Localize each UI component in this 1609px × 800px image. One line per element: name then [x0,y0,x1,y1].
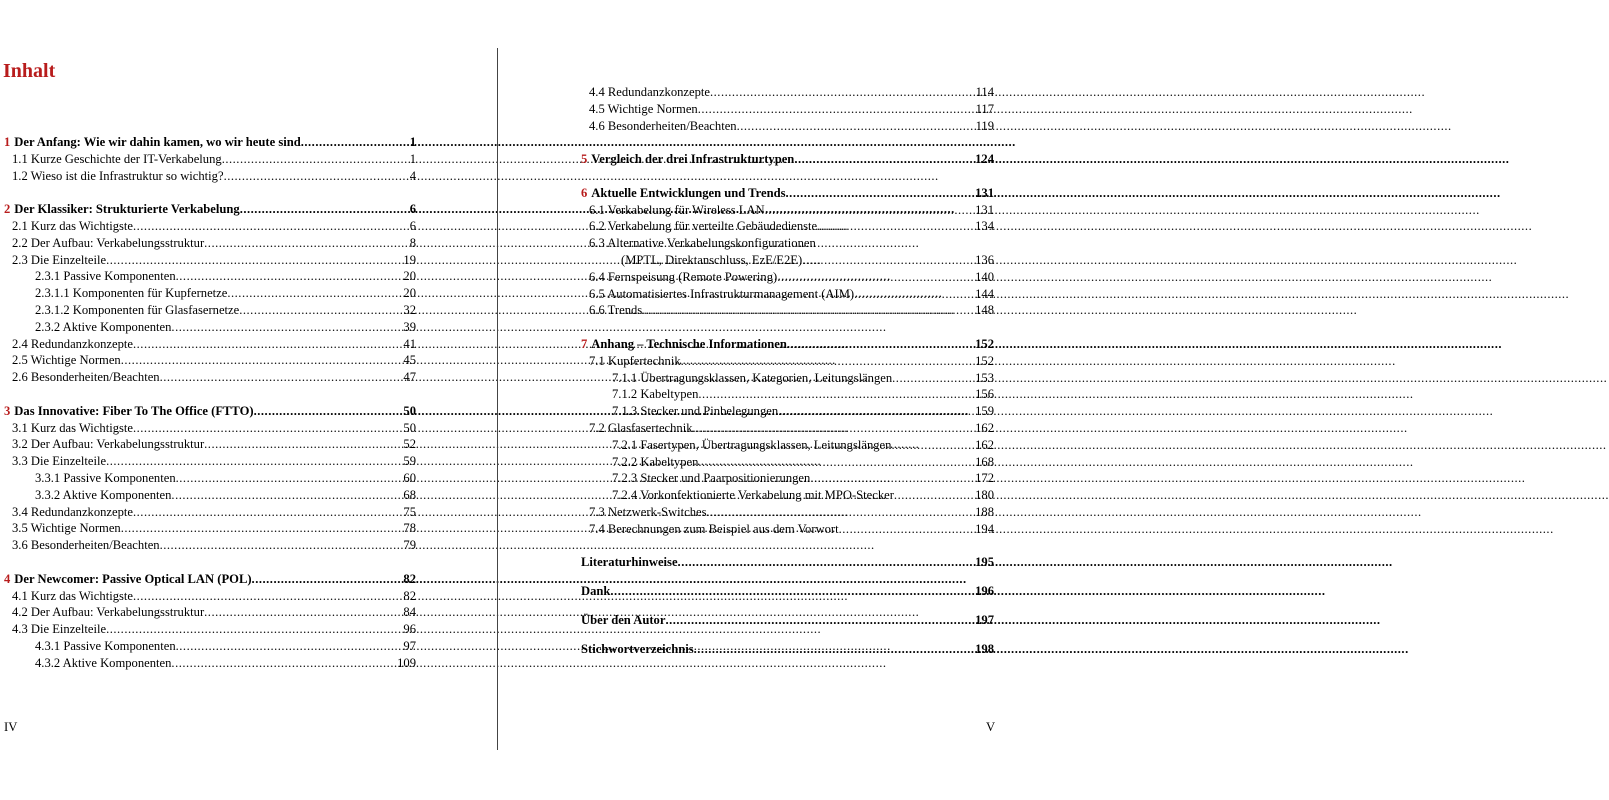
toc-entry-page: 117 [975,101,994,116]
toc-entry-page: 20 [403,269,416,284]
toc-entry-title: 7.1.3 Stecker und Pinbelegungen [612,404,779,419]
toc-entry-page: 47 [403,370,416,385]
toc-entry-title: 3.2 Der Aufbau: Verkabelungsstruktur [12,437,205,452]
toc-entry-page: 152 [975,353,994,368]
dot-leader [802,252,974,269]
toc-entry-title: Das Innovative: Fiber To The Office (FTTO) [14,403,254,418]
toc-left-column [4,134,416,672]
toc-entry [4,403,416,420]
toc-entry-title: Stichwortverzeichnis [581,641,694,656]
dot-leader [777,269,974,286]
toc-entry-title: 7.3 Netzwerk-Switches [589,504,707,519]
toc-entry [581,521,994,538]
toc-entry [581,353,994,370]
dot-leader [301,134,409,151]
page-number-right: V [986,720,996,734]
toc-entry [581,252,994,269]
toc-entry-title: 6.5 Automatisiertes Infrastrukturmanagement (AIM) [589,286,855,301]
dot-leader [176,268,403,285]
toc-entry-page: 45 [403,353,416,368]
toc-entry-page: 78 [403,521,416,536]
toc-entry-page: 68 [403,487,416,502]
toc-entry-title: Der Newcomer: Passive Optical LAN (POL) [14,571,252,586]
toc-entry-page: 140 [975,269,994,284]
page-gutter-divider [497,48,498,750]
toc-entry-page: 60 [403,470,416,485]
toc-entry-page: 6 [409,202,416,217]
toc-entry-page: 52 [403,437,416,452]
toc-entry-title: Anhang – Technische Informationen [591,336,787,351]
toc-entry [4,134,416,151]
toc-entry-title: 3.3.2 Aktive Komponenten [35,487,172,502]
dot-leader [787,336,974,353]
toc-entry [4,168,416,185]
dot-leader [106,453,402,470]
toc-entry [4,151,416,168]
dot-leader [810,470,974,487]
toc-entry [4,302,416,319]
dot-leader [693,420,975,437]
toc-entry-title: 7.2.2 Kabeltypen [612,454,699,469]
dot-leader [227,285,402,302]
dot-leader [171,319,402,336]
toc-entry-page: 109 [397,655,416,670]
toc-entry [581,583,994,600]
toc-entry [4,588,416,605]
left-page [0,0,497,800]
dot-leader [891,437,974,454]
dot-leader [224,168,409,185]
dot-leader [698,101,975,118]
toc-entry-page: 50 [403,403,416,418]
toc-entry-page: 134 [975,219,994,234]
toc-entry [4,621,416,638]
toc-entry-title: Literaturhinweise [581,555,678,570]
toc-entry-title: 4.3 Die Einzelteile [12,622,107,637]
toc-entry-page: 194 [975,521,994,536]
toc-entry [4,218,416,235]
toc-entry [4,235,416,252]
dot-leader [694,641,974,658]
toc-entry-page: 162 [975,420,994,435]
toc-entry-page: 144 [975,286,994,301]
toc-entry-title: 4.3.2 Aktive Komponenten [35,655,172,670]
toc-entry-title: 2.3.2 Aktive Komponenten [35,319,172,334]
toc-entry [4,369,416,386]
toc-entry-title: 7.4 Berechnungen zum Beispiel aus dem Vorwort [589,521,839,536]
toc-entry-page: 1 [409,135,416,149]
toc-entry [4,571,416,588]
toc-entry-title: 3.1 Kurz das Wichtigste [12,420,133,435]
toc-entry-title: (MPTL, Direktanschluss, EzE/E2E) [621,252,803,267]
toc-entry [4,319,416,336]
toc-entry [4,285,416,302]
toc-entry-page: 148 [975,303,994,318]
dot-leader [854,286,974,303]
toc-entry-page: 124 [975,152,994,167]
dot-leader [106,621,402,638]
dot-leader [839,521,974,538]
toc-entry [4,487,416,504]
toc-entry-title: 2.6 Besonderheiten/Beachten [12,370,160,385]
dot-leader [176,638,403,655]
toc-entry-page: 114 [975,85,994,99]
dot-leader [160,369,403,386]
toc-entry [581,235,994,252]
toc-entry [581,286,994,303]
toc-entry-title: 3.6 Besonderheiten/Beachten [12,538,160,553]
toc-entry [4,268,416,285]
dot-leader [133,218,409,235]
toc-entry-title: Der Anfang: Wie wir dahin kamen, wo wir heute sind [14,135,301,149]
toc-entry-page: 79 [403,538,416,553]
dot-leader [222,151,409,168]
toc-entry-title: 2.3.1.1 Komponenten für Kupfernetze [35,286,228,301]
toc-entry-title: 2.1 Kurz das Wichtigste [12,218,133,233]
toc-entry-title: 6.4 Fernspeisung (Remote Powering) [589,269,778,284]
dot-leader [707,504,975,521]
toc-entry [4,504,416,521]
toc-entry-title: 6.2 Verkabelung für verteilte Gebäudedienste [589,219,818,234]
dot-leader [160,537,403,554]
toc-entry [581,118,994,135]
toc-entry-title: 7.1 Kupfertechnik [589,353,681,368]
toc-entry [581,470,994,487]
toc-entry-page: 50 [403,420,416,435]
chapter-number: 1 [4,135,11,149]
toc-entry-title: 7.2.1 Fasertypen, Übertragungsklassen, Leitungslängen [612,437,892,452]
dot-leader [204,436,402,453]
toc-entry-page: 195 [975,555,994,570]
toc-entry-title: 3.3.1 Passive Komponenten [35,470,176,485]
page-title: Inhalt [3,60,56,82]
dot-leader [778,403,974,420]
toc-entry [581,504,994,521]
dot-leader [240,201,409,218]
dot-leader [252,571,403,588]
dot-leader [642,302,974,319]
toc-entry-page: 59 [403,454,416,469]
toc-entry-page: 84 [403,605,416,620]
toc-entry-title: 2.3.1.2 Komponenten für Glasfasernetze [35,302,240,317]
dot-leader [171,487,402,504]
toc-entry-title: 4.1 Kurz das Wichtigste [12,588,133,603]
toc-entry-page: 197 [975,612,994,627]
toc-entry-page: 82 [403,571,416,586]
dot-leader [204,604,402,621]
toc-entry-page: 198 [975,641,994,656]
toc-entry-page: 168 [975,454,994,469]
page-number-left: IV [4,720,18,734]
toc-entry-page: 180 [975,488,994,503]
chapter-number: 5 [581,152,588,167]
toc-entry-title: 3.3 Die Einzelteile [12,454,107,469]
dot-leader [710,84,975,101]
toc-entry-title: Der Klassiker: Strukturierte Verkabelung [14,202,240,217]
toc-entry [4,453,416,470]
toc-entry [4,352,416,369]
dot-leader [698,454,974,471]
toc-entry-page: 159 [975,404,994,419]
toc-entry-title: Aktuelle Entwicklungen und Trends [591,185,786,200]
toc-entry [581,151,994,168]
toc-entry-page: 75 [403,504,416,519]
toc-entry-page: 39 [403,319,416,334]
toc-entry-title: Über den Autor [581,612,666,627]
toc-entry-page: 6 [409,218,416,233]
toc-entry-page: 131 [975,202,994,217]
dot-leader [239,302,402,319]
toc-entry-title: 4.2 Der Aufbau: Verkabelungsstruktur [12,605,205,620]
toc-entry-page: 172 [975,471,994,486]
toc-entry-title: 7.1.1 Übertragungsklassen, Kategorien, Leitungslängen [612,370,893,385]
toc-entry-page: 32 [403,302,416,317]
toc-entry-page: 136 [975,252,994,267]
toc-entry-page: 119 [975,118,994,133]
toc-entry-page: 19 [403,252,416,267]
toc-entry [581,386,994,403]
toc-entry-title: 6.3 Alternative Verkabelungskonfigurationen [589,236,816,251]
toc-entry [581,437,994,454]
toc-entry-page: 152 [975,336,994,351]
toc-entry-page: 188 [975,504,994,519]
toc-entry [4,420,416,437]
dot-leader [133,588,402,605]
toc-entry [581,218,994,235]
dot-leader [665,612,974,629]
chapter-number: 3 [4,403,11,418]
toc-entry [4,604,416,621]
toc-entry-title: 4.3.1 Passive Komponenten [35,638,176,653]
toc-entry-page: 8 [409,235,416,250]
toc-entry-title: 4.6 Besonderheiten/Beachten [589,118,737,133]
toc-entry [4,638,416,655]
toc-entry-title: 4.5 Wichtige Normen [589,101,698,116]
toc-entry-title: 7.2 Glasfasertechnik [589,420,693,435]
dot-leader [171,655,396,672]
toc-entry [581,185,994,202]
toc-entry-title: 7.2.4 Vorkonfektionierte Verkabelung mit MPO-Stecker [612,488,894,503]
toc-entry [4,470,416,487]
dot-leader [737,118,975,135]
toc-entry-page: 153 [975,370,994,385]
toc-entry [4,537,416,554]
chapter-number: 2 [4,202,11,217]
toc-entry-page: 96 [403,622,416,637]
toc-entry-title: 6.1 Verkabelung für Wireless LAN [589,202,765,217]
toc-entry-page: 97 [403,638,416,653]
dot-leader [892,370,974,387]
dot-leader [133,336,402,353]
toc-entry [581,84,994,101]
toc-entry [4,252,416,269]
toc-entry-title: 6.6 Trends [589,303,643,318]
toc-entry-title: 2.3.1 Passive Komponenten [35,269,176,284]
chapter-number: 7 [581,336,588,351]
toc-entry-title: 3.5 Wichtige Normen [12,521,121,536]
toc-entry [4,201,416,218]
toc-entry-title: 2.5 Wichtige Normen [12,353,121,368]
toc-entry-title: 1.1 Kurze Geschichte der IT-Verkabelung [12,151,222,166]
dot-leader [121,352,403,369]
right-page [500,0,1000,800]
toc-entry-title: 2.4 Redundanzkonzepte [12,336,133,351]
dot-leader [765,202,974,219]
toc-entry-title: 7.2.3 Stecker und Paarpositionierungen [612,471,811,486]
toc-entry-page: 1 [409,151,416,166]
dot-leader [176,470,403,487]
toc-entry [581,403,994,420]
toc-entry [4,336,416,353]
toc-entry [581,302,994,319]
dot-leader [681,353,974,370]
toc-entry-title: 7.1.2 Kabeltypen [612,387,699,402]
dot-leader [204,235,409,252]
chapter-number: 4 [4,571,11,586]
dot-leader [678,554,975,571]
toc-entry-page: 4 [409,168,416,183]
dot-leader [106,252,402,269]
toc-entry [581,454,994,471]
dot-leader [817,218,974,235]
toc-entry [581,612,994,629]
dot-leader [133,420,402,437]
dot-leader [894,487,974,504]
chapter-number: 6 [581,185,588,200]
toc-entry [581,269,994,286]
dot-leader [794,151,974,168]
toc-entry-page: 162 [975,437,994,452]
toc-entry [581,202,994,219]
dot-leader [698,386,974,403]
dot-leader [133,504,402,521]
toc-entry [581,420,994,437]
toc-entry-title: 4.4 Redundanzkonzepte [589,85,710,99]
toc-entry-page: 196 [975,584,994,599]
dot-leader [786,185,975,202]
dot-leader [254,403,403,420]
toc-entry-title: 2.2 Der Aufbau: Verkabelungsstruktur [12,235,205,250]
dot-leader [121,520,403,537]
toc-entry-title: Dank [581,584,611,599]
toc-entry [581,487,994,504]
toc-entry-title: 3.4 Redundanzkonzepte [12,504,133,519]
toc-right-column [581,84,994,658]
toc-entry-title: 1.2 Wieso ist die Infrastruktur so wichtig? [12,168,224,183]
dot-leader [610,583,974,600]
toc-entry-page: 41 [403,336,416,351]
toc-entry [581,554,994,571]
toc-entry [581,101,994,118]
toc-entry-page: 82 [403,588,416,603]
toc-entry-title: 2.3 Die Einzelteile [12,252,107,267]
toc-entry-page: 131 [975,185,994,200]
toc-entry [4,436,416,453]
toc-entry-page: 20 [403,286,416,301]
toc-entry [4,655,416,672]
toc-entry [581,641,994,658]
toc-entry-page: 156 [975,387,994,402]
toc-entry-title: Vergleich der drei Infrastrukturtypen [591,152,795,167]
toc-entry [4,520,416,537]
toc-entry [581,370,994,387]
toc-entry [581,336,994,353]
